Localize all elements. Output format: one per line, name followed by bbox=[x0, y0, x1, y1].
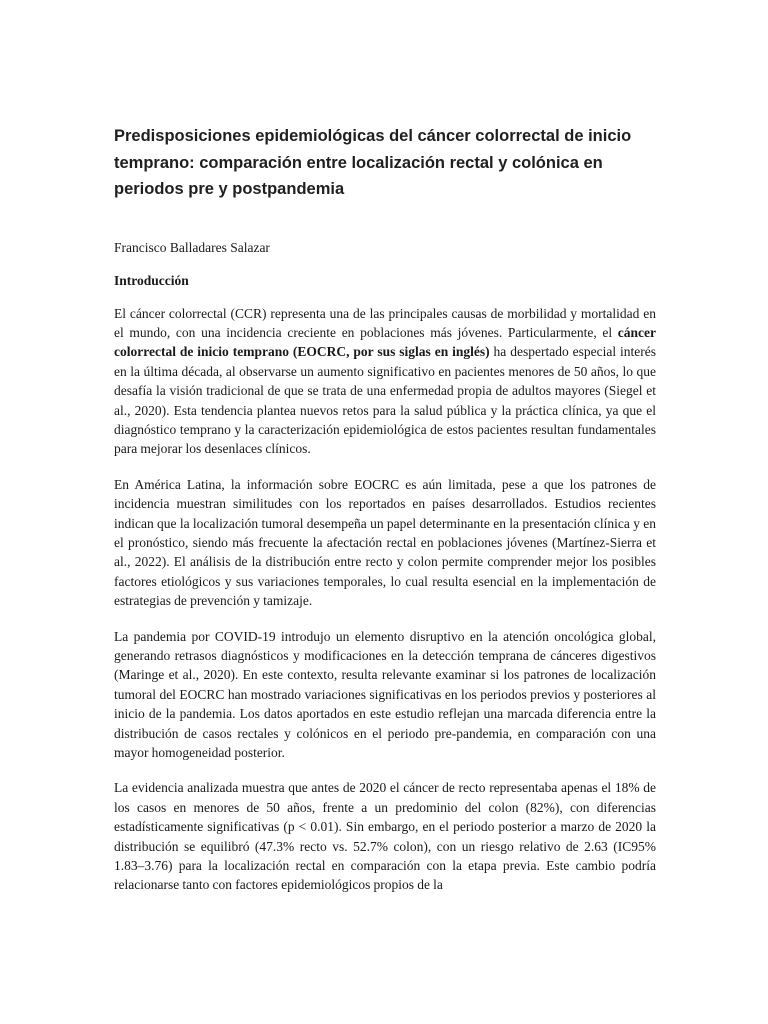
section-heading-introduccion: Introducción bbox=[114, 272, 189, 288]
paragraph-1-bold-term: cáncer colorrectal de inicio temprano (EOCRC, por sus siglas en inglés) bbox=[114, 324, 656, 360]
paragraph-4: La evidencia analizada muestra que antes de 2020 el cáncer de recto representaba apenas el 18% de los casos en menores de 50 años, frente a un predominio del colon (82%), con diferencias estadísticamente significativas (p < 0.01). Sin embargo, en el periodo posterior a marzo de 2020 la distribución se equilibró (47.3% recto vs. 52.7% colon), con un riesgo relativo de 2.63 (IC95% 1.83–3.76) para la localización rectal en comparación con la etapa previa. Este cambio podría relacionarse tanto con factores epidemiológicos propios de la bbox=[114, 780, 656, 893]
author-name: Francisco Balladares Salazar bbox=[114, 239, 270, 255]
paragraph-1-text-end: ha despertado especial interés en la última década, al observarse un aumento significativo en pacientes menores de 50 años, lo que desafía la visión tradicional de que se trata de una enfermedad propia de adultos mayores (Siegel et al., 2020). Esta tendencia plantea nuevos retos para la salud pública y la práctica clínica, ya que el diagnóstico temprano y la caracterización epidemiológica de estos pacientes resultan fundamentales para mejorar los desenlaces clínicos. bbox=[114, 344, 656, 457]
document-body bbox=[114, 123, 656, 911]
paragraph-1-text-start: El cáncer colorrectal (CCR) representa una de las principales causas de morbilidad y mortalidad en el mundo, con una incidencia creciente en poblaciones más jóvenes. Particularmente, el bbox=[114, 305, 656, 340]
document-title: Predisposiciones epidemiológicas del cáncer colorrectal de inicio temprano: comparación entre localización rectal y colónica en periodos pre y postpandemia bbox=[114, 127, 632, 198]
paragraph-1 bbox=[114, 304, 656, 459]
paragraph-3: La pandemia por COVID-19 introdujo un elemento disruptivo en la atención oncológica global, generando retrasos diagnósticos y modificaciones en la detección temprana de cánceres digestivos (Maringe et al., 2020). En este contexto, resulta relevante examinar si los patrones de localización tumoral del EOCRC han mostrado variaciones significativas en los periodos previos y posteriores al inicio de la pandemia. Los datos aportados en este estudio reflejan una marcada diferencia entre la distribución de casos rectales y colónicos en el periodo pre-pandemia, en comparación con una mayor homogeneidad posterior. bbox=[114, 628, 656, 761]
paragraph-2: En América Latina, la información sobre EOCRC es aún limitada, pese a que los patrones de incidencia muestran similitudes con los reportados en países desarrollados. Estudios recientes indican que la localización tumoral desempeña un papel determinante en la presentación clínica y en el pronóstico, siendo más frecuente la afectación rectal en poblaciones jóvenes (Martínez-Sierra et al., 2022). El análisis de la distribución entre recto y colon permite comprender mejor los posibles factores etiológicos y sus variaciones temporales, lo cual resulta esencial en la implementación de estrategias de prevención y tamizaje. bbox=[114, 476, 656, 609]
